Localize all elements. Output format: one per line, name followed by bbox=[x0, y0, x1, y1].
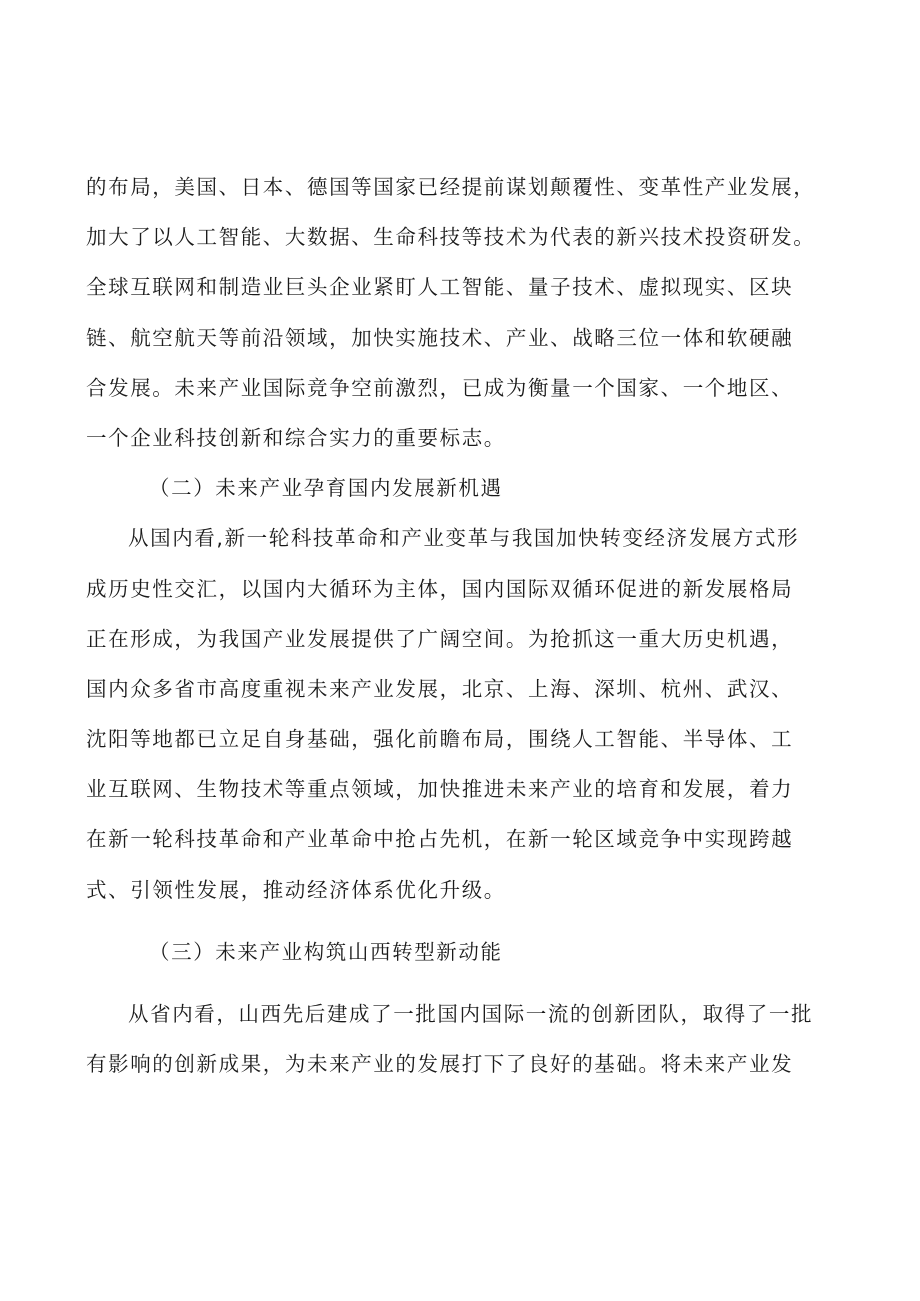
text-line: 沈阳等地都已立足自身基础，强化前瞻布局，围绕人工智能、半导体、工 bbox=[86, 727, 794, 752]
text-line: 的布局，美国、日本、德国等国家已经提前谋划颠覆性、变革性产业发展， bbox=[86, 175, 816, 199]
paragraph-international bbox=[86, 162, 846, 463]
text-line: 合发展。未来产业国际竞争空前激烈，已成为衡量一个国家、一个地区、 bbox=[86, 375, 794, 400]
text-line: 链、航空航天等前沿领域，加快实施技术、产业、战略三位一体和软硬融 bbox=[86, 325, 794, 350]
paragraph-shanxi bbox=[86, 989, 846, 1089]
section-heading-domestic: （二）未来产业孕育国内发展新机遇 bbox=[149, 476, 503, 501]
text-line: 从国内看,新一轮科技革命和产业变革与我国加快转变经济发展方式形 bbox=[128, 526, 800, 551]
text-line: 一个企业科技创新和综合实力的重要标志。 bbox=[86, 425, 506, 450]
text-line: 在新一轮科技革命和产业革命中抢占先机，在新一轮区域竞争中实现跨越 bbox=[86, 827, 794, 852]
text-line: 有影响的创新成果，为未来产业的发展打下了良好的基础。将未来产业发 bbox=[86, 1052, 794, 1077]
text-line: 成历史性交汇，以国内大循环为主体，国内国际双循环促进的新发展格局 bbox=[86, 576, 794, 601]
document-body bbox=[86, 162, 846, 1089]
section-heading-shanxi: （三）未来产业构筑山西转型新动能 bbox=[149, 939, 503, 964]
text-line: 从省内看，山西先后建成了一批国内国际一流的创新团队，取得了一批 bbox=[128, 1002, 814, 1026]
text-line: 式、引领性发展，推动经济体系优化升级。 bbox=[86, 877, 506, 902]
text-line: 国内众多省市高度重视未来产业发展，北京、上海、深圳、杭州、武汉、 bbox=[86, 676, 794, 701]
paragraph-domestic bbox=[86, 513, 846, 915]
text-line: 加大了以人工智能、大数据、生命科技等技术为代表的新兴技术投资研发。 bbox=[86, 225, 816, 250]
text-line: 全球互联网和制造业巨头企业紧盯人工智能、量子技术、虚拟现实、区块 bbox=[86, 275, 794, 300]
text-line: 业互联网、生物技术等重点领域，加快推进未来产业的培育和发展，着力 bbox=[86, 777, 794, 802]
text-line: 正在形成，为我国产业发展提供了广阔空间。为抢抓这一重大历史机遇， bbox=[86, 626, 794, 651]
